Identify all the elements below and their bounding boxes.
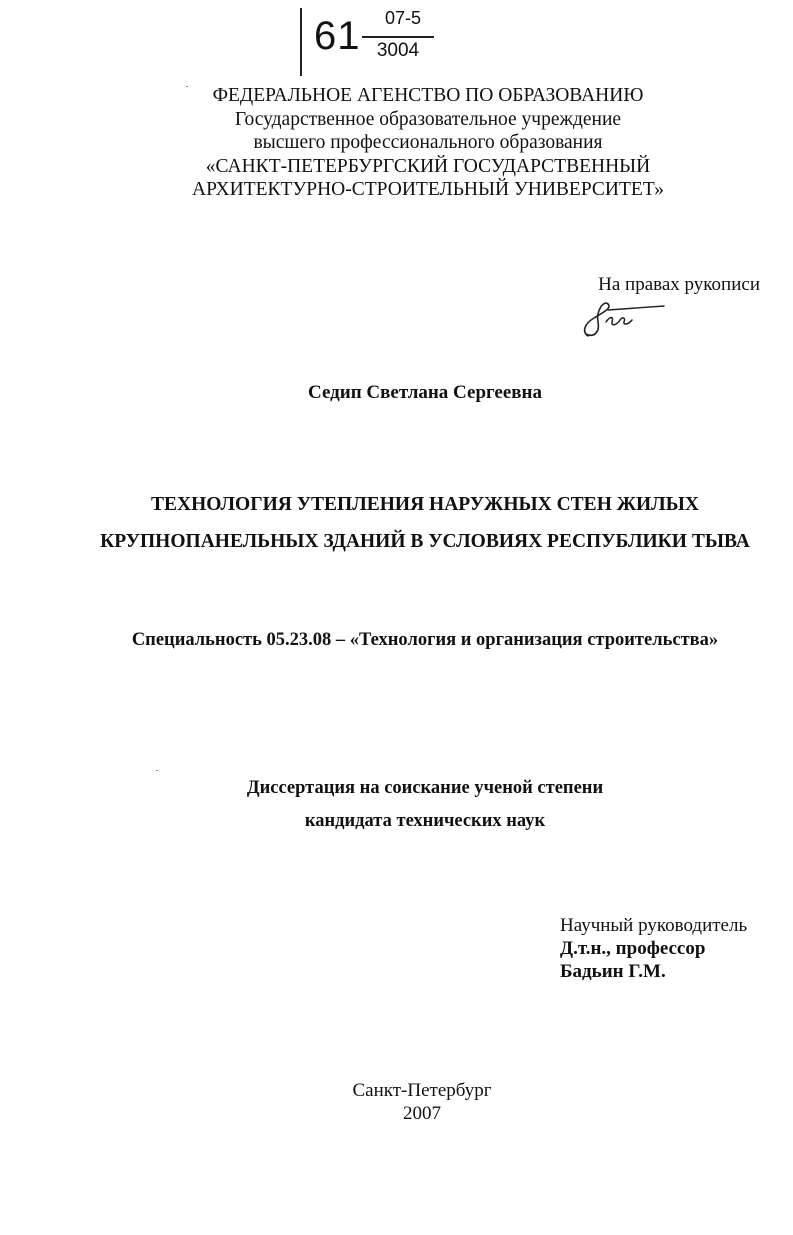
dissertation-title — [60, 486, 790, 560]
specialty-line: Специальность 05.23.08 – «Технология и организация строительства» — [131, 630, 719, 650]
degree-line-1: Диссертация на соискание ученой степени — [246, 778, 604, 798]
agency-line: ФЕДЕРАЛЬНОЕ АГЕНСТВО ПО ОБРАЗОВАНИЮ — [212, 85, 644, 106]
author-name: Седип Светлана Сергеевна — [308, 382, 542, 403]
advisor-label: Научный руководитель — [560, 915, 748, 936]
university-name-line-1: «САНКТ-ПЕТЕРБУРГСКИЙ ГОСУДАРСТВЕННЫЙ — [205, 155, 651, 177]
degree-line-2: кандидата технических наук — [304, 811, 546, 831]
title-line-1: ТЕХНОЛОГИЯ УТЕПЛЕНИЯ НАРУЖНЫХ СТЕН ЖИЛЫХ — [151, 494, 699, 515]
place-and-year — [300, 1079, 544, 1125]
title-line-2: КРУПНОПАНЕЛЬНЫХ ЗДАНИЙ В УСЛОВИЯХ РЕСПУБЛИКИ ТЫВА — [100, 531, 750, 552]
signature-icon — [578, 298, 666, 340]
institution-header — [140, 84, 716, 202]
stamp-bottom-number: 3004 — [376, 40, 420, 61]
advisor-name: Бадьин Г.М. — [560, 961, 666, 982]
city: Санкт-Петербург — [352, 1080, 492, 1101]
manuscript-rights-note: На правах рукописи — [598, 274, 760, 295]
scan-speck — [186, 86, 188, 87]
stamp-divider — [300, 8, 302, 76]
degree-statement — [160, 772, 690, 838]
year: 2007 — [403, 1103, 441, 1124]
scan-speck — [156, 770, 158, 771]
advisor-block — [560, 914, 785, 983]
advisor-title: Д.т.н., профессор — [560, 938, 706, 959]
education-level-line: высшего профессионального образования — [253, 132, 603, 153]
institution-type-line: Государственное образовательное учреждение — [234, 108, 622, 130]
university-name-line-2: АРХИТЕКТУРНО-СТРОИТЕЛЬНЫЙ УНИВЕРСИТЕТ» — [192, 179, 664, 200]
stamp-fraction-line — [362, 36, 434, 38]
stamp-top-number: 07-5 — [384, 8, 422, 28]
stamp-code: 61 — [314, 14, 361, 58]
